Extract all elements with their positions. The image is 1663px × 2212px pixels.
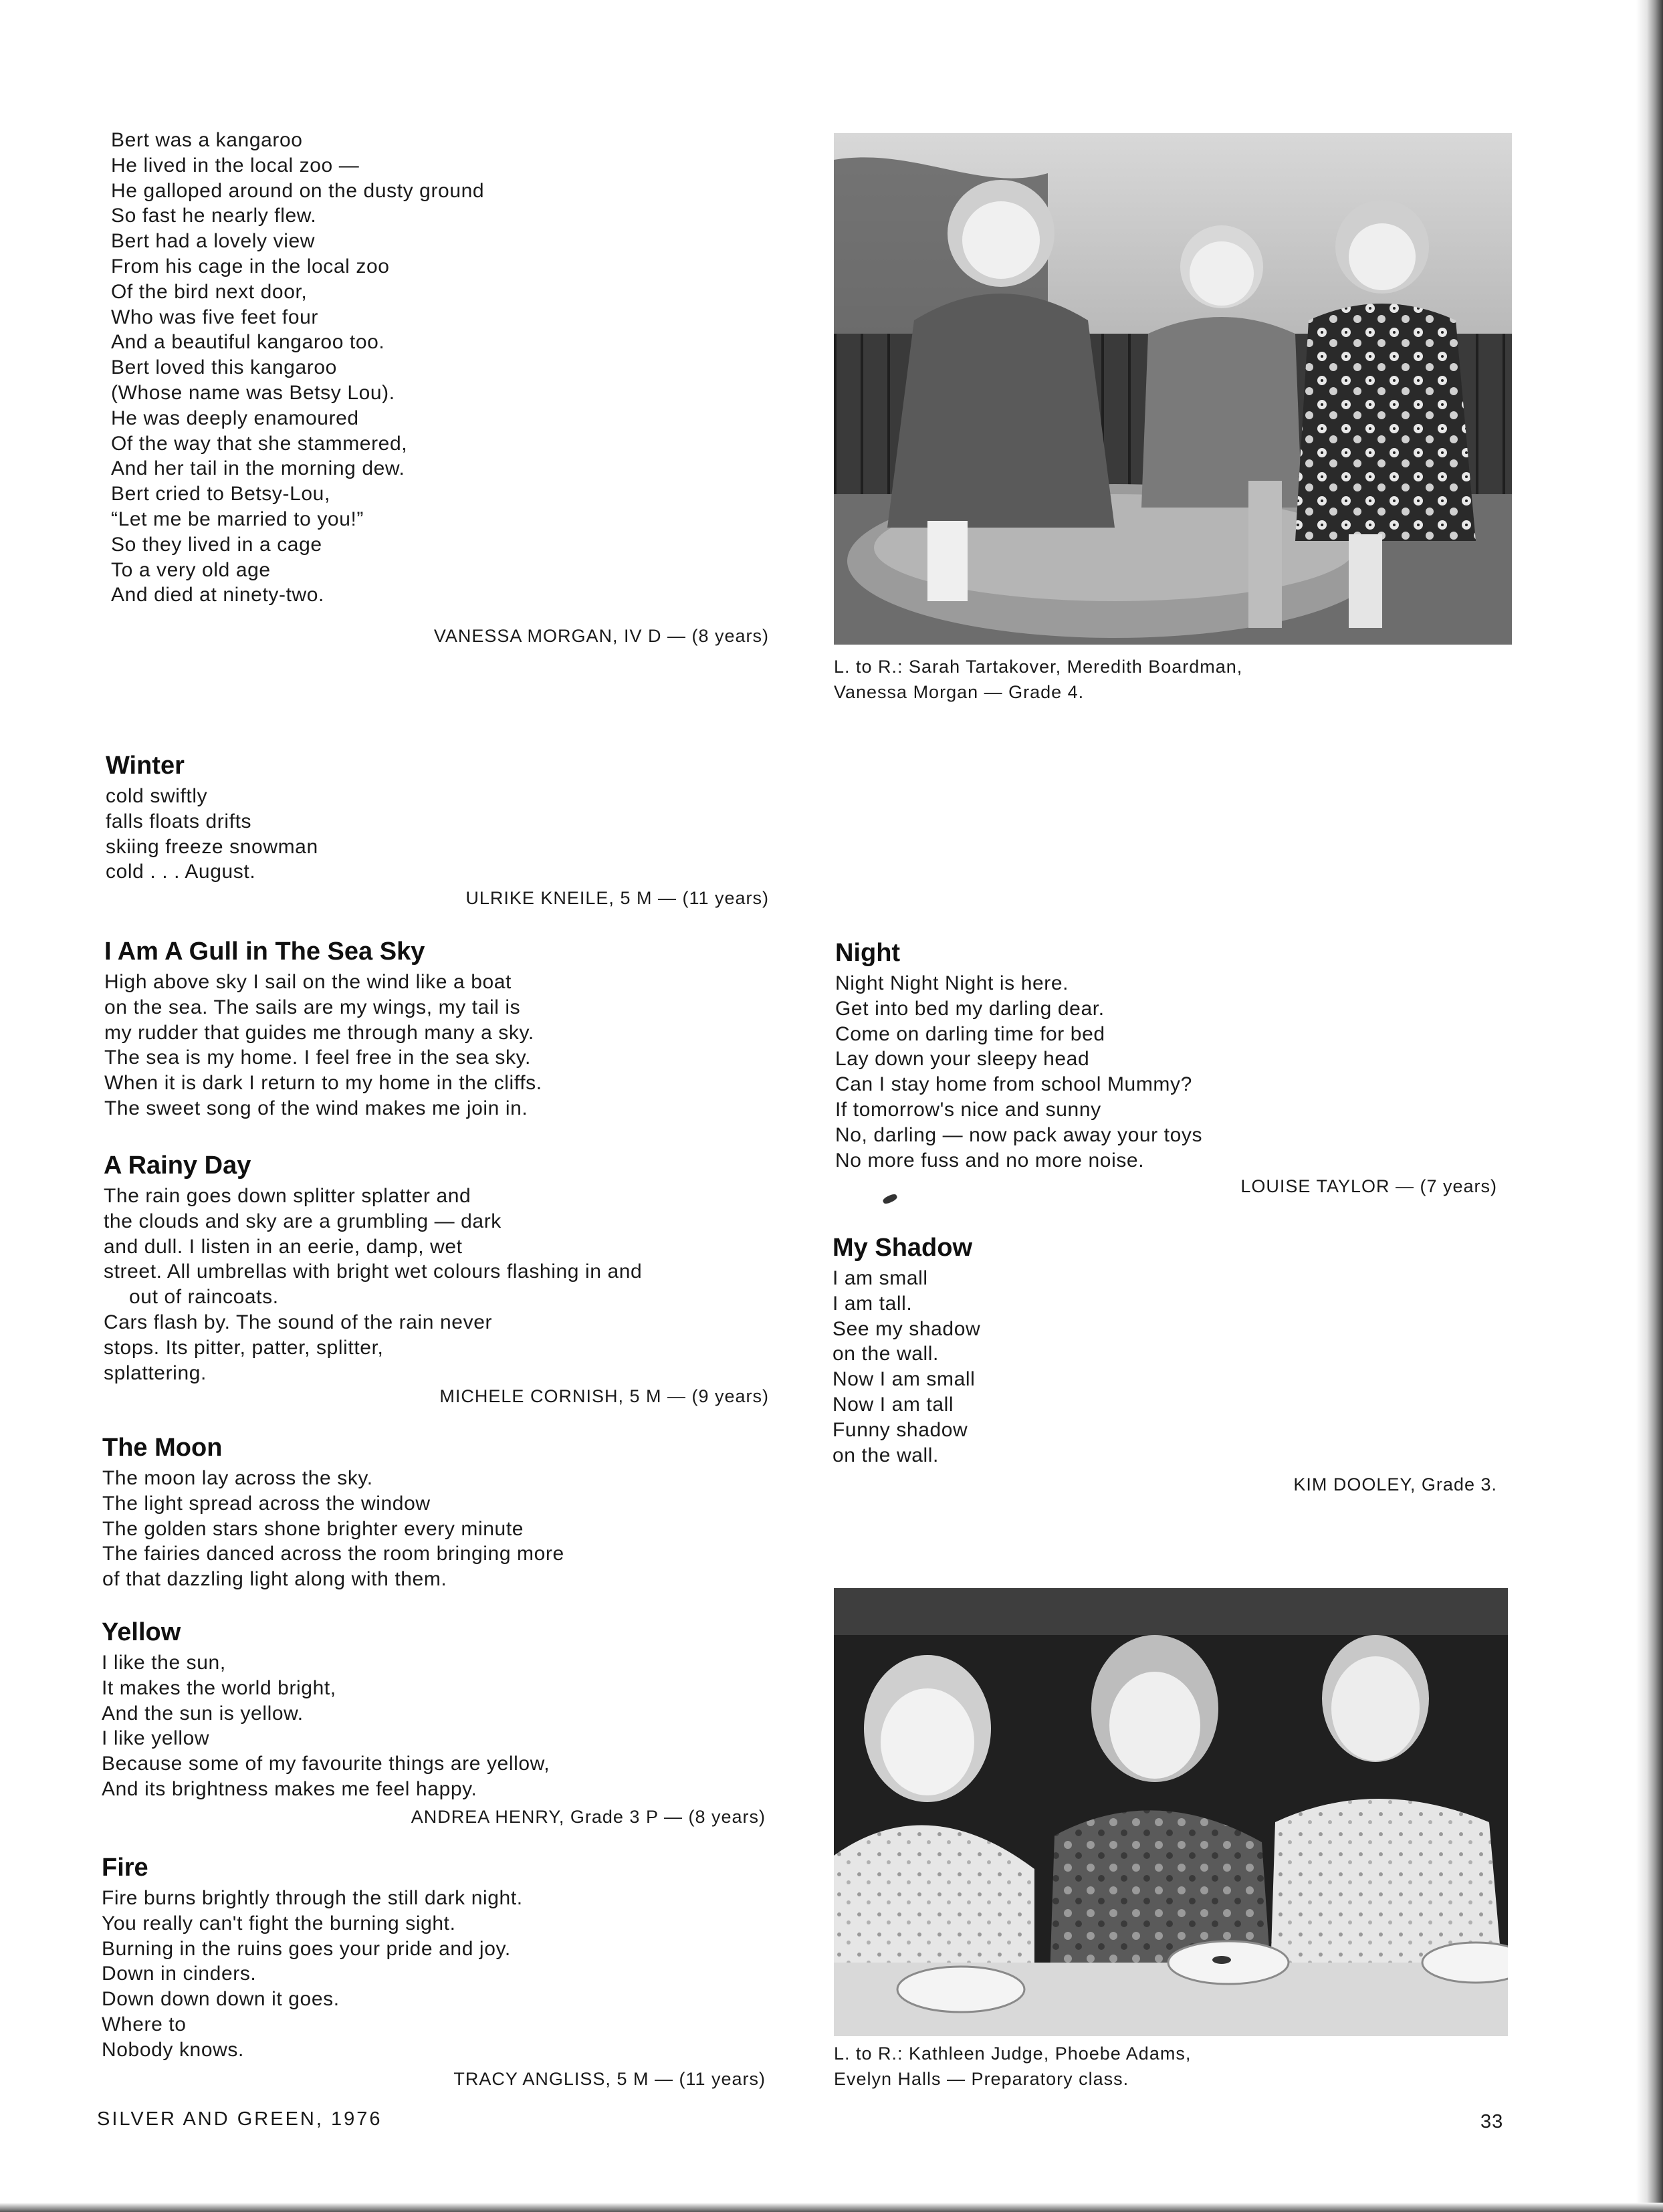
poem-credit: ANDREA HENRY, Grade 3 P — (8 years) bbox=[411, 1807, 766, 1827]
poem-fire bbox=[102, 1852, 523, 2063]
poem-line: See my shadow bbox=[833, 1317, 981, 1340]
poem-line: And a beautiful kangaroo too. bbox=[111, 331, 385, 354]
poem-line: The golden stars shone brighter every minute bbox=[102, 1517, 524, 1540]
poem-line: The light spread across the window bbox=[102, 1492, 431, 1515]
poem-line: out of raincoats. bbox=[129, 1286, 279, 1309]
poem-line: So they lived in a cage bbox=[111, 533, 322, 556]
photo-graphic bbox=[834, 133, 1512, 645]
poem-line: The rain goes down splitter splatter and bbox=[104, 1185, 471, 1207]
poem-line: Because some of my favourite things are yellow, bbox=[102, 1753, 550, 1775]
poem-line: Nobody knows. bbox=[102, 2038, 244, 2061]
poem-credit: LOUISE TAYLOR — (7 years) bbox=[1240, 1176, 1497, 1196]
poem-line: No more fuss and no more noise. bbox=[835, 1149, 1145, 1172]
photo-three-children-classroom bbox=[834, 1588, 1508, 2036]
poem-title: Yellow bbox=[102, 1618, 181, 1646]
poem-line: I like the sun, bbox=[102, 1652, 226, 1674]
poem-line: He lived in the local zoo — bbox=[111, 154, 360, 177]
poem-line: Now I am tall bbox=[833, 1393, 954, 1416]
poem-line: So fast he nearly flew. bbox=[111, 205, 317, 227]
poem-line: If tomorrow's nice and sunny bbox=[835, 1098, 1101, 1121]
poem-line: The moon lay across the sky. bbox=[102, 1467, 373, 1489]
poem-line: of that dazzling light along with them. bbox=[102, 1568, 447, 1591]
poem-line: He was deeply enamoured bbox=[111, 407, 359, 429]
poem-line: It makes the world bright, bbox=[102, 1676, 336, 1699]
poem-title: My Shadow bbox=[833, 1234, 973, 1262]
poem-line: From his cage in the local zoo bbox=[111, 255, 390, 278]
poem-line: Down in cinders. bbox=[102, 1963, 257, 1985]
poem-line: I am small bbox=[833, 1267, 928, 1289]
poem-line: Can I stay home from school Mummy? bbox=[835, 1073, 1192, 1096]
poem-gull bbox=[104, 936, 542, 1121]
poem-title: Night bbox=[835, 939, 901, 967]
poem-line: Of the bird next door, bbox=[111, 280, 308, 303]
poem-winter bbox=[106, 750, 318, 885]
photo-caption bbox=[834, 654, 1242, 705]
poem-line: No, darling — now pack away your toys bbox=[835, 1123, 1203, 1146]
poem-line: Down down down it goes. bbox=[102, 1988, 340, 2011]
poem-line: And its brightness makes me feel happy. bbox=[102, 1777, 477, 1800]
caption-line: Vanessa Morgan — Grade 4. bbox=[834, 682, 1085, 702]
poem-line: Of the way that she stammered, bbox=[111, 432, 408, 455]
poem-credit: VANESSA MORGAN, IV D — (8 years) bbox=[433, 626, 769, 646]
poem-line: falls floats drifts bbox=[106, 810, 252, 833]
poem-line: (Whose name was Betsy Lou). bbox=[111, 381, 395, 404]
poem-line: stops. Its pitter, patter, splitter, bbox=[104, 1336, 384, 1359]
poem-line: Where to bbox=[102, 2013, 187, 2035]
poem-line: Night Night Night is here. bbox=[835, 972, 1069, 994]
poem-line: Funny shadow bbox=[833, 1418, 968, 1441]
poem-title: I Am A Gull in The Sea Sky bbox=[104, 937, 425, 966]
photo-graphic bbox=[834, 1588, 1508, 2036]
poem-yellow bbox=[102, 1617, 550, 1802]
page-bottom-shadow bbox=[0, 2203, 1663, 2212]
poem-line: Cars flash by. The sound of the rain never bbox=[104, 1311, 493, 1333]
poem-line: on the sea. The sails are my wings, my tail is bbox=[104, 996, 521, 1018]
poem-line: Bert had a lovely view bbox=[111, 230, 316, 253]
poem-line: He galloped around on the dusty ground bbox=[111, 179, 485, 202]
poem-line: splattering. bbox=[104, 1361, 207, 1384]
page-number: 33 bbox=[1480, 2111, 1504, 2132]
poem-line: on the wall. bbox=[833, 1444, 939, 1466]
poem-line: cold . . . August. bbox=[106, 861, 256, 883]
poem-line: And the sun is yellow. bbox=[102, 1702, 304, 1725]
poem-credit: KIM DOOLEY, Grade 3. bbox=[1293, 1474, 1497, 1495]
poem-title: Fire bbox=[102, 1854, 148, 1882]
poem-line: Lay down your sleepy head bbox=[835, 1048, 1090, 1071]
poem-line: Get into bed my darling dear. bbox=[835, 997, 1105, 1020]
poem-line: You really can't fight the burning sight. bbox=[102, 1912, 456, 1934]
caption-line: L. to R.: Sarah Tartakover, Meredith Boardman, bbox=[834, 657, 1243, 677]
poem-line: I am tall. bbox=[833, 1292, 913, 1315]
poem-line: Fire burns brightly through the still dark night. bbox=[102, 1887, 523, 1909]
caption-line: L. to R.: Kathleen Judge, Phoebe Adams, bbox=[834, 2043, 1192, 2064]
publication-footer: SILVER AND GREEN, 1976 bbox=[97, 2108, 382, 2130]
poem-line: street. All umbrellas with bright wet colours flashing in and bbox=[104, 1260, 643, 1283]
poem-line: my rudder that guides me through many a sky. bbox=[104, 1021, 534, 1044]
poem-line: on the wall. bbox=[833, 1343, 939, 1365]
poem-line: Come on darling time for bed bbox=[835, 1022, 1105, 1045]
poem-line: Bert was a kangaroo bbox=[111, 129, 303, 151]
poem-line: High above sky I sail on the wind like a boat bbox=[104, 971, 512, 993]
poem-line: To a very old age bbox=[111, 558, 271, 581]
poem-line: When it is dark I return to my home in the cliffs. bbox=[104, 1072, 542, 1095]
poem-line: Bert cried to Betsy-Lou, bbox=[111, 483, 330, 506]
poem-line: “Let me be married to you!” bbox=[111, 508, 364, 530]
poem-line: And her tail in the morning dew. bbox=[111, 457, 405, 480]
poem-credit: TRACY ANGLISS, 5 M — (11 years) bbox=[453, 2069, 766, 2089]
poem-rainy-day bbox=[104, 1150, 642, 1386]
poem-bert bbox=[111, 128, 484, 608]
poem-line: The sweet song of the wind makes me join in. bbox=[104, 1097, 528, 1119]
poem-title: A Rainy Day bbox=[104, 1151, 251, 1180]
poem-line: and dull. I listen in an eerie, damp, wet bbox=[104, 1235, 463, 1258]
poem-line: Who was five feet four bbox=[111, 306, 318, 328]
poem-line: skiing freeze snowman bbox=[106, 835, 318, 858]
poem-line: cold swiftly bbox=[106, 785, 208, 807]
poem-line: And died at ninety-two. bbox=[111, 584, 324, 606]
poem-credit: ULRIKE KNEILE, 5 M — (11 years) bbox=[465, 888, 769, 908]
photo-caption bbox=[834, 2041, 1191, 2092]
poem-title: The Moon bbox=[102, 1434, 223, 1462]
poem-night bbox=[835, 937, 1202, 1173]
page-edge-shadow bbox=[1636, 0, 1663, 2212]
poem-line: Bert loved this kangaroo bbox=[111, 356, 337, 379]
ink-mark-icon bbox=[882, 1193, 898, 1205]
poem-line: The sea is my home. I feel free in the sea sky. bbox=[104, 1046, 531, 1069]
caption-line: Evelyn Halls — Preparatory class. bbox=[834, 2069, 1129, 2089]
poem-title: Winter bbox=[106, 752, 185, 780]
poem-my-shadow bbox=[833, 1232, 980, 1468]
poem-line: The fairies danced across the room bringing more bbox=[102, 1543, 564, 1565]
poem-line: Now I am small bbox=[833, 1368, 976, 1391]
poem-credit: MICHELE CORNISH, 5 M — (9 years) bbox=[439, 1386, 769, 1406]
poem-line: Burning in the ruins goes your pride and joy. bbox=[102, 1937, 511, 1960]
poem-line: the clouds and sky are a grumbling — dark bbox=[104, 1210, 502, 1232]
poem-line: I like yellow bbox=[102, 1727, 210, 1750]
poem-moon bbox=[102, 1432, 564, 1592]
photo-three-girls-outdoors bbox=[834, 133, 1512, 645]
